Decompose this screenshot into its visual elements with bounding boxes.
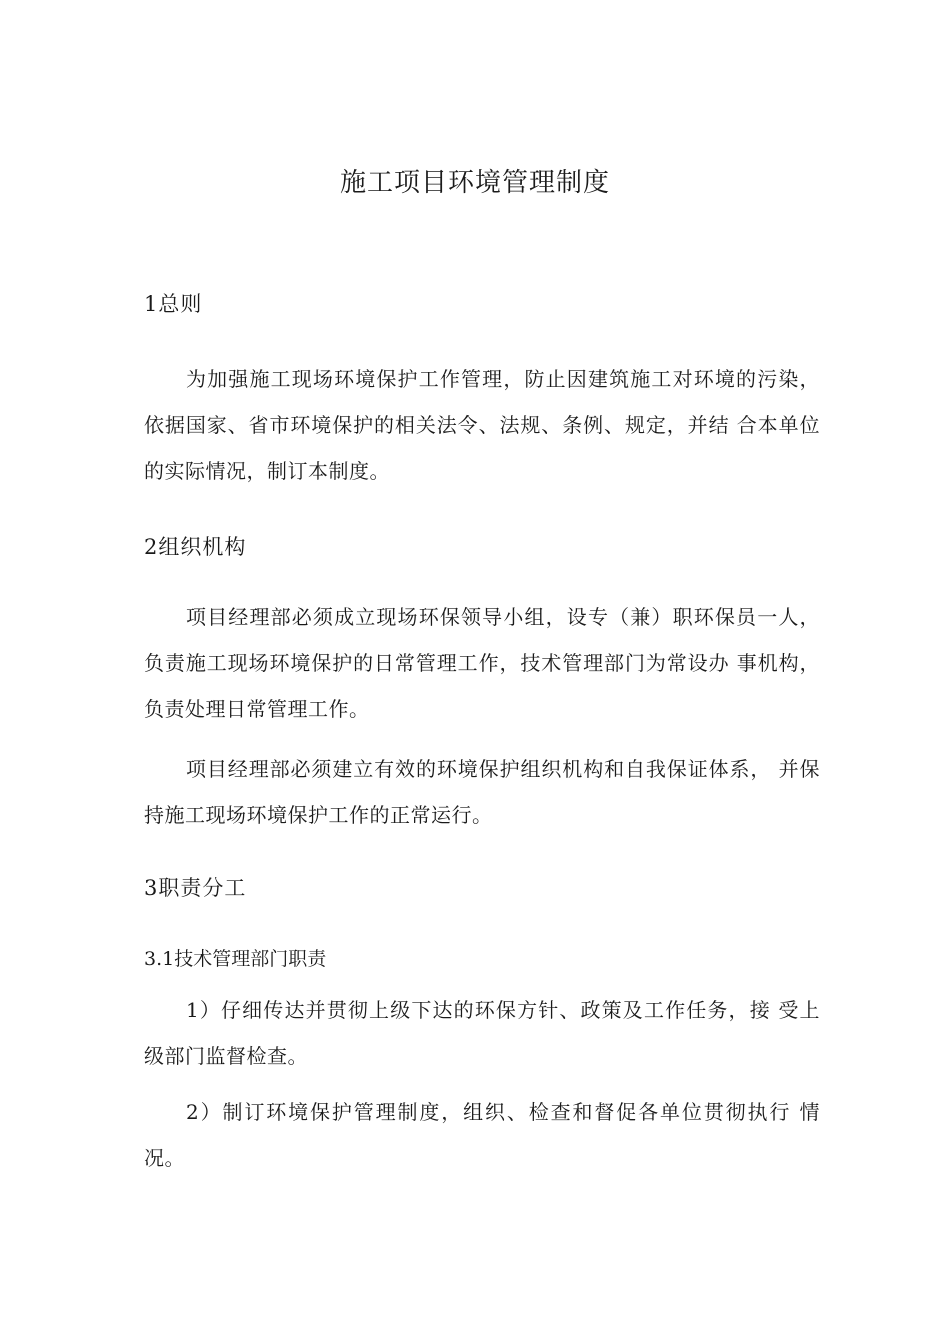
paragraph-duty-2: 2）制订环境保护管理制度，组织、检查和督促各单位贯彻执行 情况。 — [144, 1100, 820, 1170]
paragraph-general: 为加强施工现场环境保护工作管理，防止因建筑施工对环境的污染，依据国家、省市环境保护的相关法令、法规、条例、规定，并结 合本单位的实际情况，制订本制度。 — [144, 367, 820, 483]
section-heading-organization: 2组织机构 — [144, 535, 247, 559]
paragraph-duty-1: 1）仔细传达并贯彻上级下达的环保方针、政策及工作任务，接 受上级部门监督检查。 — [144, 998, 820, 1068]
document-title: 施工项目环境管理制度 — [339, 168, 610, 198]
paragraph-organization-2: 项目经理部必须建立有效的环境保护组织机构和自我保证体系， 并保持施工现场环境保护工作的正常运行。 — [144, 757, 820, 827]
section-heading-general: 1总则 — [144, 292, 203, 316]
subsection-heading-tech-dept: 3.1技术管理部门职责 — [144, 948, 327, 970]
paragraph-organization-1: 项目经理部必须成立现场环保领导小组，设专（兼）职环保员一人，负责施工现场环境保护的日常管理工作，技术管理部门为常设办 事机构，负责处理日常管理工作。 — [144, 605, 820, 721]
section-heading-responsibilities: 3职责分工 — [144, 876, 247, 900]
